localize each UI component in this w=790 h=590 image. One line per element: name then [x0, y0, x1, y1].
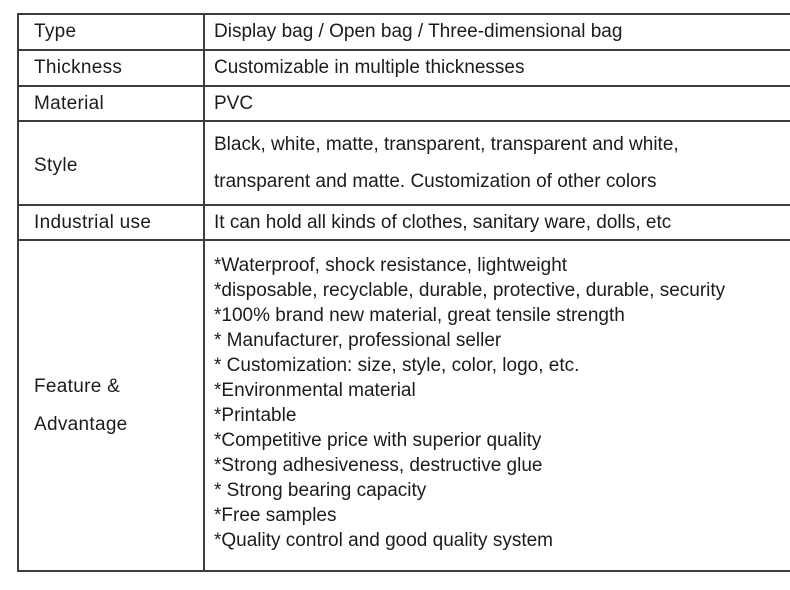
table-row-feature-advantage	[18, 240, 790, 571]
row-label-style: Style	[18, 121, 204, 205]
feature-item: * Strong bearing capacity	[214, 479, 427, 501]
feature-item: *Competitive price with superior quality	[214, 429, 542, 451]
row-value-style	[204, 121, 790, 205]
row-value-industrial-use: It can hold all kinds of clothes, sanitary ware, dolls, etc	[204, 205, 790, 240]
style-value-line2: transparent and matte. Customization of other colors	[214, 171, 657, 192]
feature-item: *Quality control and good quality system	[214, 529, 554, 551]
row-value-feature-advantage	[204, 240, 790, 571]
feature-item: *Waterproof, shock resistance, lightweight	[214, 254, 568, 276]
table-row-industrial-use	[18, 205, 790, 240]
table-row-thickness	[18, 50, 790, 86]
table-row-material	[18, 86, 790, 121]
style-value-line1: Black, white, matte, transparent, transparent and white,	[214, 134, 679, 155]
table-row-type	[18, 14, 790, 50]
product-spec-table	[17, 13, 790, 572]
row-value-material: PVC	[204, 86, 790, 121]
feature-item: *100% brand new material, great tensile strength	[214, 304, 625, 326]
row-label-type: Type	[18, 14, 204, 50]
feature-item: *Environmental material	[214, 379, 416, 401]
table-row-style	[18, 121, 790, 205]
feature-item: *Printable	[214, 404, 297, 426]
feature-label-line2: Advantage	[34, 413, 128, 435]
row-value-thickness: Customizable in multiple thicknesses	[204, 50, 790, 86]
feature-label-line1: Feature &	[34, 375, 121, 397]
row-label-feature-advantage	[18, 240, 204, 571]
row-value-type: Display bag / Open bag / Three-dimensional bag	[204, 14, 790, 50]
feature-item: *disposable, recyclable, durable, protective, durable, security	[214, 279, 726, 301]
spec-table	[17, 13, 790, 572]
row-label-material: Material	[18, 86, 204, 121]
row-label-thickness: Thickness	[18, 50, 204, 86]
feature-item: * Manufacturer, professional seller	[214, 329, 502, 351]
feature-item: * Customization: size, style, color, logo, etc.	[214, 354, 580, 376]
row-label-industrial-use: Industrial use	[18, 205, 204, 240]
feature-item: *Free samples	[214, 504, 337, 526]
feature-item: *Strong adhesiveness, destructive glue	[214, 454, 543, 476]
